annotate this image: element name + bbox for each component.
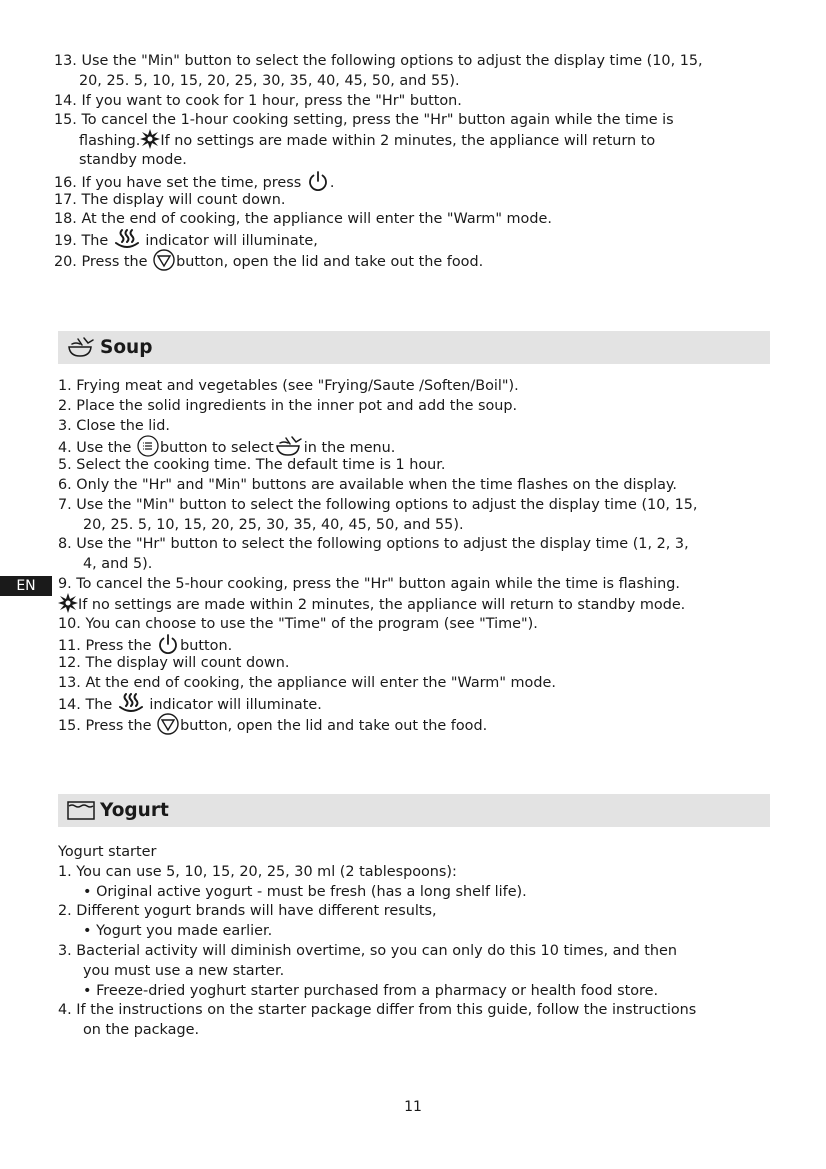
step-text: 15. Press the xyxy=(58,717,157,734)
list-item xyxy=(58,694,697,714)
step-text: 7. Use the "Min" button to select the following options to adjust the display time (10, 15, xyxy=(58,496,698,513)
soup-icon xyxy=(274,435,304,457)
step-text: button. xyxy=(180,638,233,655)
soup-title: Soup xyxy=(100,337,153,358)
step-text: 1. Frying meat and vegetables (see "Frying/Saute /Soften/Boil"). xyxy=(58,378,519,394)
list-item xyxy=(54,191,703,211)
top-steps-list xyxy=(54,52,703,270)
soup-steps-list xyxy=(58,377,697,733)
step-text: 11. Press the xyxy=(58,638,157,655)
warm-icon xyxy=(113,228,141,250)
step-text: 15. To cancel the 1-hour cooking setting, press the "Hr" button again while the time is xyxy=(54,112,674,129)
list-item xyxy=(58,843,696,863)
yogurt-section-header xyxy=(58,794,770,827)
list-item xyxy=(58,982,696,1002)
step-text: 3. Close the lid. xyxy=(58,417,170,434)
step-text: • Freeze-dried yoghurt starter purchased from a pharmacy or health food store. xyxy=(83,982,659,999)
step-text: 2. Place the solid ingredients in the inner pot and add the soup. xyxy=(58,397,518,414)
step-text: 6. Only the "Hr" and "Min" buttons are available when the time flashes on the display. xyxy=(58,476,677,493)
yogurt-icon xyxy=(66,799,96,825)
yogurt-steps-list xyxy=(58,843,696,1041)
step-text: 20, 25. 5, 10, 15, 20, 25, 30, 35, 40, 45, 50, and 55). xyxy=(83,516,464,533)
step-text: you must use a new starter. xyxy=(83,962,285,979)
step-text: indicator will illuminate, xyxy=(140,233,318,250)
step-text: 8. Use the "Hr" button to select the following options to adjust the display time (1, 2, 3, xyxy=(58,536,689,553)
step-text: 4. Use the xyxy=(58,440,136,457)
step-text: 13. At the end of cooking, the appliance will enter the "Warm" mode. xyxy=(58,674,556,691)
list-item xyxy=(58,1021,696,1041)
list-item xyxy=(54,171,703,191)
list-item xyxy=(54,52,703,72)
list-item xyxy=(58,962,696,982)
list-item xyxy=(54,92,703,112)
step-text: 18. At the end of cooking, the appliance will enter the "Warm" mode. xyxy=(54,211,552,228)
step-text: 16. If you have set the time, press xyxy=(54,174,306,191)
list-item xyxy=(58,654,697,674)
step-text: indicator will illuminate. xyxy=(144,696,322,713)
list-item xyxy=(58,714,697,734)
list-item xyxy=(58,634,697,654)
list-item xyxy=(58,377,697,397)
list-item xyxy=(54,131,703,151)
step-text: 3. Bacterial activity will diminish overtime, so you can only do this 10 times, and then xyxy=(58,942,677,959)
step-text: 5. Select the cooking time. The default time is 1 hour. xyxy=(58,457,446,474)
step-text: • Yogurt you made earlier. xyxy=(83,923,273,940)
menu-icon xyxy=(136,434,160,458)
sparkle-icon xyxy=(140,129,160,149)
list-item xyxy=(58,535,697,555)
step-text: Yogurt starter xyxy=(58,844,157,860)
step-text: 4, and 5). xyxy=(83,556,153,573)
step-text: 19. The xyxy=(54,233,113,250)
yogurt-title: Yogurt xyxy=(100,800,169,821)
list-item xyxy=(54,72,703,92)
step-text: 20, 25. 5, 10, 15, 20, 25, 30, 35, 40, 45, 50, and 55). xyxy=(79,72,460,89)
step-text: button, open the lid and take out the food. xyxy=(176,253,484,270)
step-text: If no settings are made within 2 minutes, the appliance will return to xyxy=(160,133,656,150)
step-text: button to select xyxy=(159,440,274,457)
step-text: flashing. xyxy=(79,133,141,150)
step-text: in the menu. xyxy=(303,440,396,457)
step-text: 1. You can use 5, 10, 15, 20, 25, 30 ml (2 tablespoons): xyxy=(58,863,457,880)
list-item xyxy=(58,456,697,476)
list-item xyxy=(58,902,696,922)
list-item xyxy=(58,555,697,575)
step-text: 14. If you want to cook for 1 hour, press the "Hr" button. xyxy=(54,92,462,109)
power-icon xyxy=(306,169,330,193)
list-item xyxy=(58,922,696,942)
list-item xyxy=(58,1001,696,1021)
language-tab: EN xyxy=(0,576,52,596)
step-text: standby mode. xyxy=(79,151,187,168)
list-item xyxy=(58,397,697,417)
step-text: on the package. xyxy=(83,1022,200,1039)
sparkle-icon xyxy=(58,593,78,613)
list-item xyxy=(58,674,697,694)
step-text: 14. The xyxy=(58,696,117,713)
page-number: 11 xyxy=(404,1099,422,1115)
list-item xyxy=(58,942,696,962)
list-item xyxy=(54,250,703,270)
step-text: 9. To cancel the 5-hour cooking, press the "Hr" button again while the time is flashing. xyxy=(58,575,680,592)
step-text: 12. The display will count down. xyxy=(58,655,290,672)
warm-icon xyxy=(117,692,145,714)
power-icon xyxy=(156,632,180,656)
list-item xyxy=(58,496,697,516)
step-text: • Original active yogurt - must be fresh (has a long shelf life). xyxy=(83,883,527,900)
list-item xyxy=(58,476,697,496)
list-item xyxy=(58,575,697,595)
list-item xyxy=(58,615,697,635)
step-text: 13. Use the "Min" button to select the following options to adjust the display time (10, 15, xyxy=(54,53,703,69)
step-text: 2. Different yogurt brands will have different results, xyxy=(58,903,437,920)
list-item xyxy=(58,595,697,615)
list-item xyxy=(58,863,696,883)
step-text: 20. Press the xyxy=(54,253,153,270)
step-text: . xyxy=(329,174,335,191)
step-text: 4. If the instructions on the starter package differ from this guide, follow the instructions xyxy=(58,1002,697,1019)
list-item xyxy=(54,151,703,171)
step-text: button, open the lid and take out the food. xyxy=(180,717,488,734)
open-lid-icon xyxy=(152,248,176,272)
soup-icon xyxy=(66,336,96,362)
list-item xyxy=(58,436,697,456)
open-lid-icon xyxy=(156,712,180,736)
soup-section-header xyxy=(58,331,770,364)
step-text: 10. You can choose to use the "Time" of the program (see "Time"). xyxy=(58,615,538,632)
list-item xyxy=(54,210,703,230)
list-item xyxy=(58,516,697,536)
step-text: If no settings are made within 2 minutes, the appliance will return to standby mode. xyxy=(78,596,686,613)
list-item xyxy=(58,883,696,903)
step-text: 17. The display will count down. xyxy=(54,191,286,208)
